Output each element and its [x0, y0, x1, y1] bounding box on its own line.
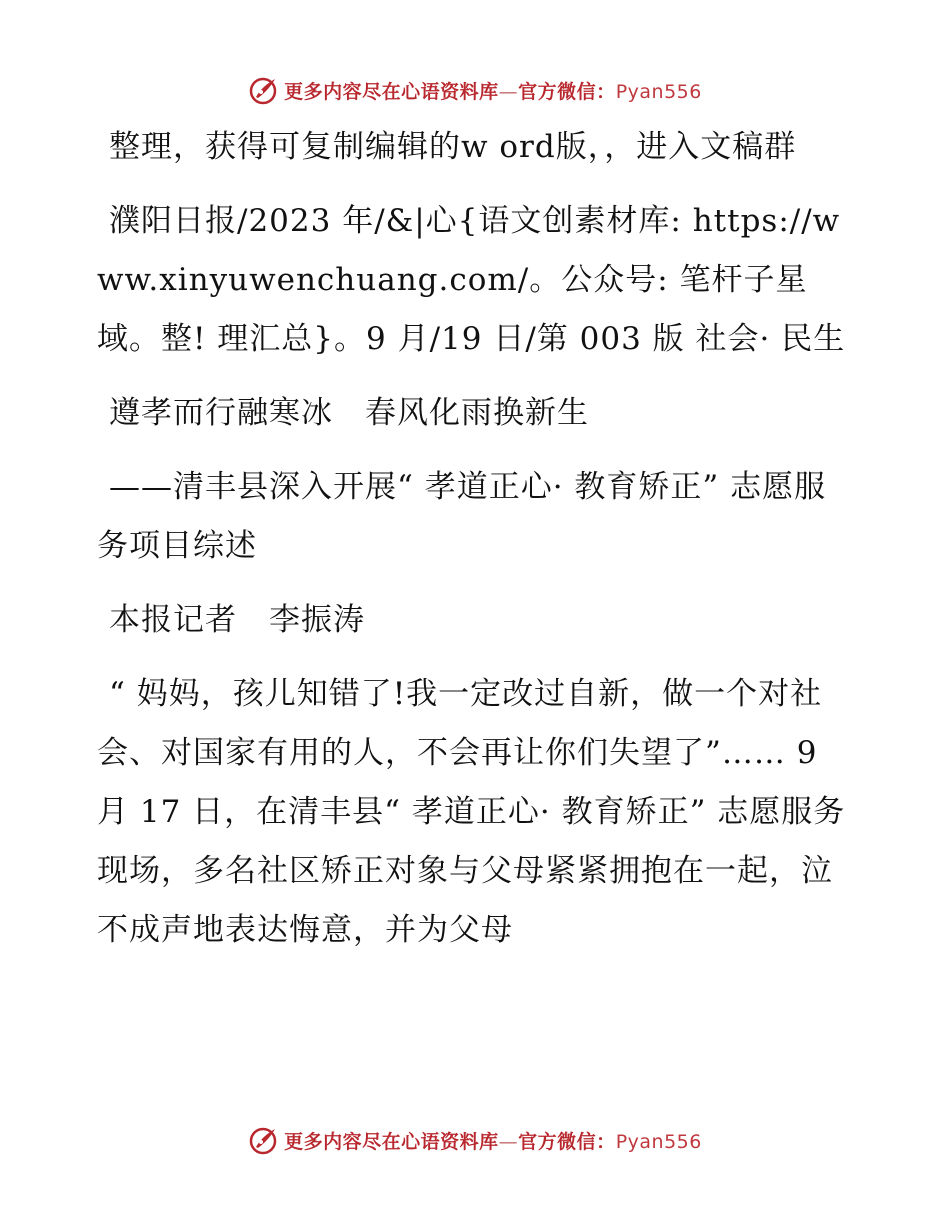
watermark-wechat-label: 官方微信：	[518, 80, 616, 103]
watermark-banner-bottom	[0, 1120, 950, 1160]
document-body	[97, 118, 857, 975]
quill-pen-logo-icon	[248, 75, 278, 105]
watermark-main-text: 更多内容尽在心语资料库	[284, 1130, 499, 1153]
watermark-wechat-label: 官方微信：	[518, 1130, 616, 1153]
watermark-text	[284, 1127, 702, 1154]
intro-paragraph: 整理，获得可复制编辑的w ord版，，进入文稿群	[109, 129, 797, 165]
watermark-wechat-id: Pyan556	[615, 1130, 702, 1153]
watermark-banner-top	[0, 70, 950, 110]
watermark-main-text: 更多内容尽在心语资料库	[284, 80, 499, 103]
quill-pen-logo-icon	[248, 1125, 278, 1155]
body-paragraph: “ 妈妈，孩儿知错了!我一定改过自新，做一个对社会、对国家有用的人，不会再让你们失望了”…… 9 月 17 日，在清丰县“ 孝道正心· 教育矫正” 志愿服务现场，多名社区矫正对象与父母紧紧拥抱在一起，泣不成声地表达悔意，并为父母	[97, 676, 846, 948]
watermark-wechat-id: Pyan556	[615, 80, 702, 103]
author-byline: 本报记者 李振涛	[109, 602, 365, 638]
source-line: 濮阳日报/2023 年/&|心{语文创素材库: https://www.xinyuwenchuang.com/。公众号: 笔杆子星域。整! 理汇总}。9 月/19 日/第 003 版 社会· 民生	[97, 203, 846, 357]
watermark-dash: —	[498, 1130, 519, 1153]
article-subtitle: ——清丰县深入开展“ 孝道正心· 教育矫正” 志愿服务项目综述	[97, 469, 827, 564]
watermark-text	[284, 77, 702, 104]
watermark-dash: —	[498, 80, 519, 103]
article-title: 遵孝而行融寒冰 春风化雨换新生	[109, 395, 589, 431]
